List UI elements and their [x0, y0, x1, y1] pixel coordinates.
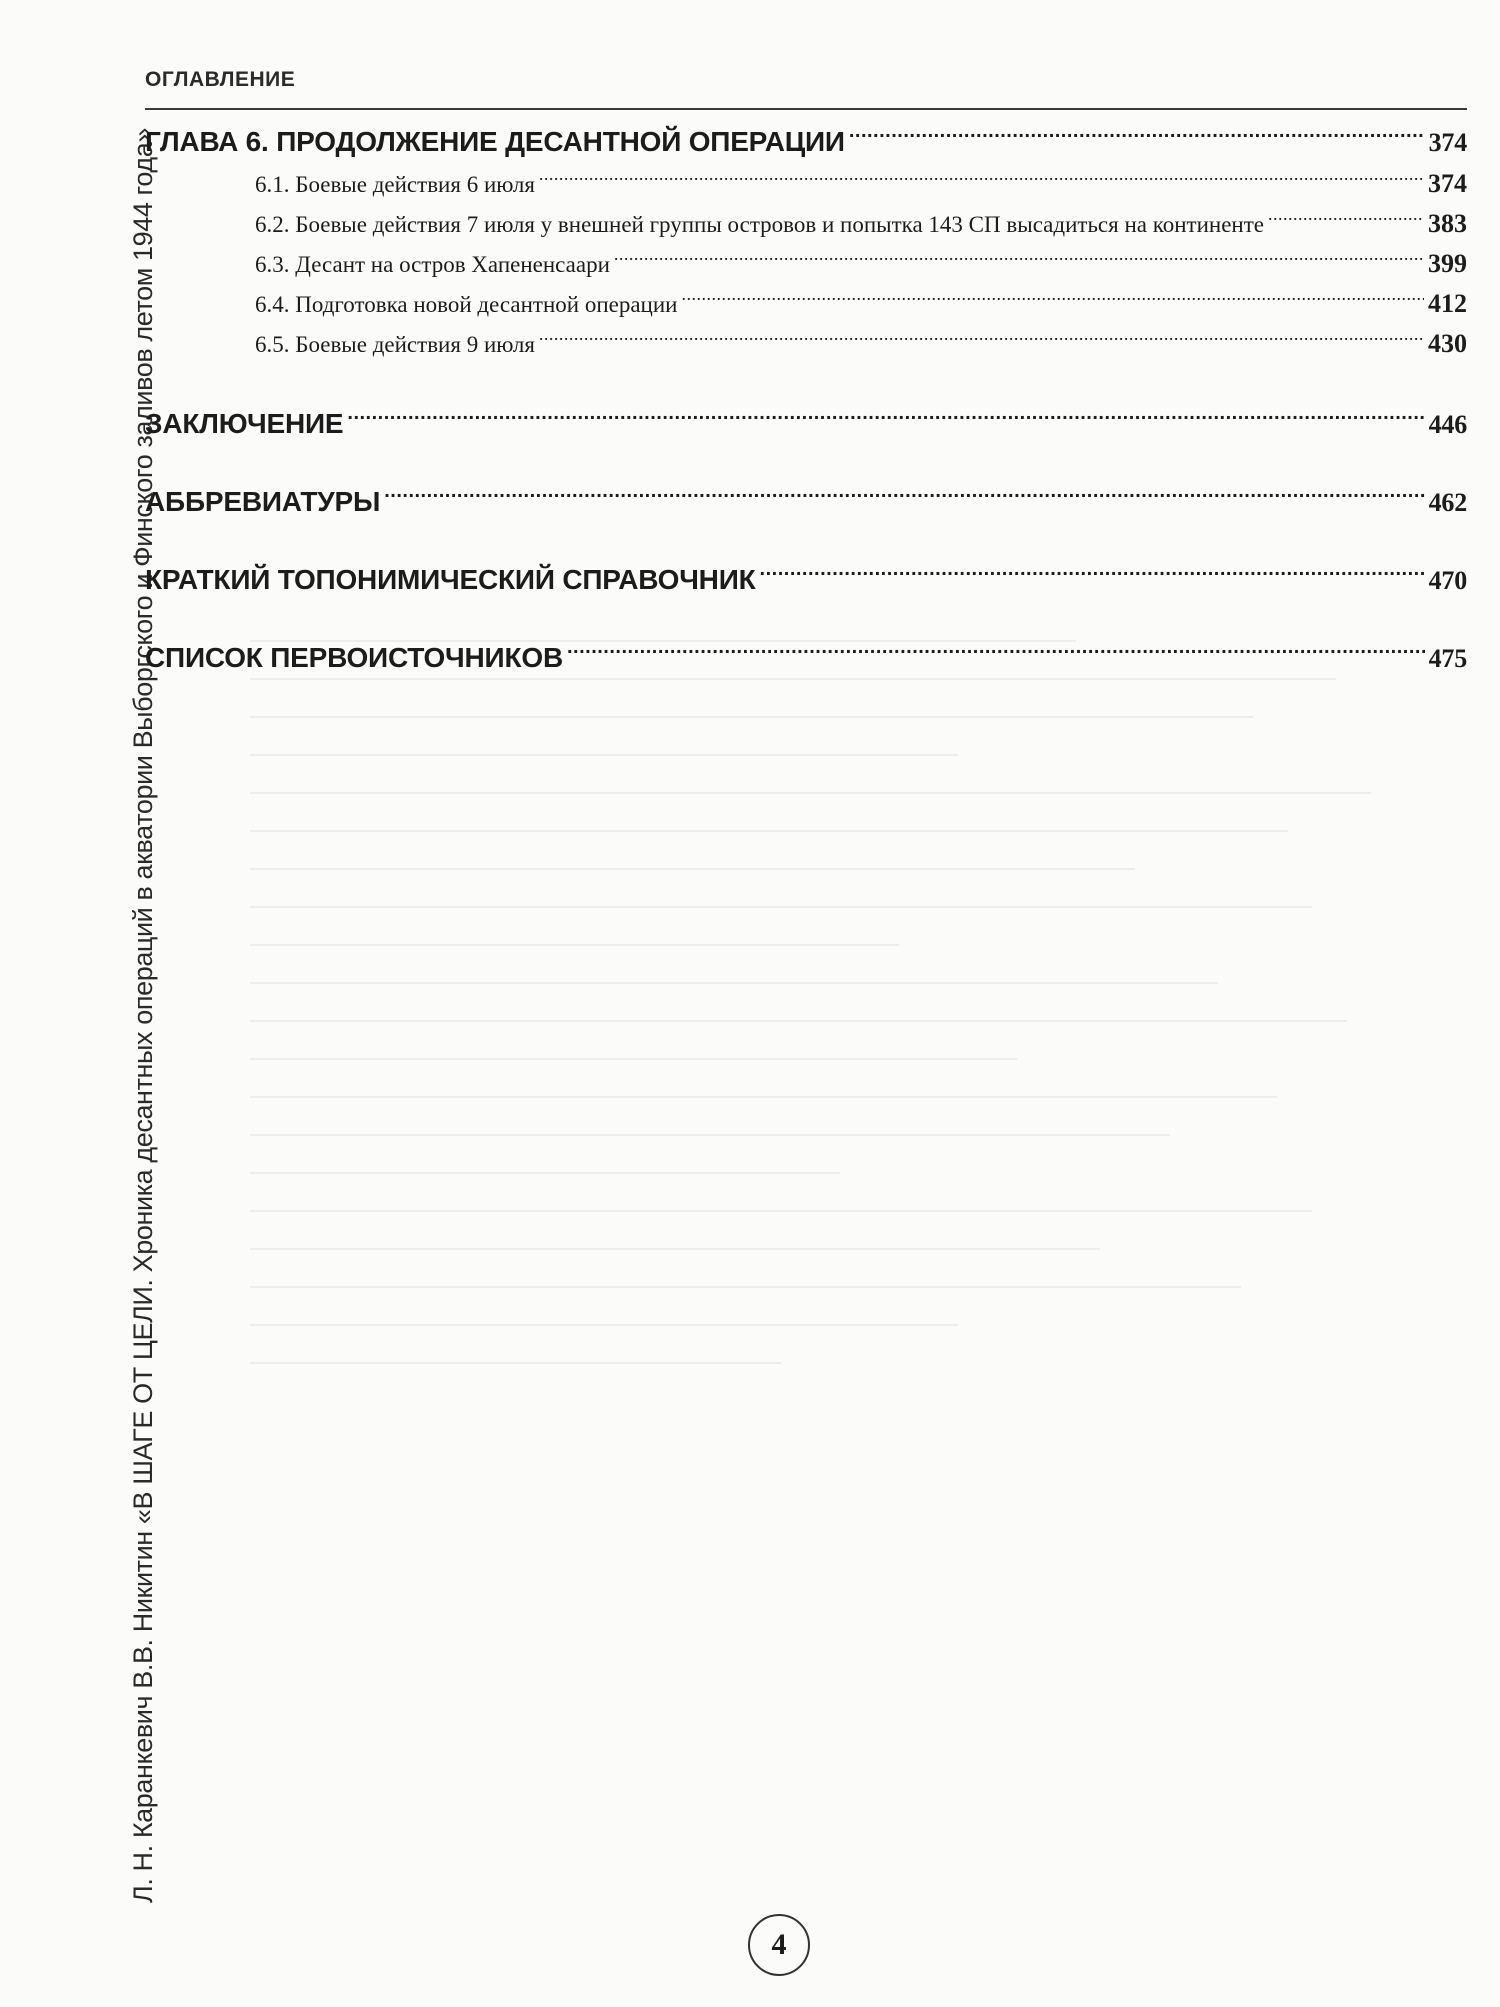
- toc-entry-conclusion[interactable]: [145, 402, 1467, 446]
- toc-entry-title: 6.1. Боевые действия 6 июля: [255, 172, 535, 197]
- toc-entry-sources[interactable]: [145, 636, 1467, 680]
- page-number: 4: [771, 1928, 787, 1961]
- toc-entry-title: КРАТКИЙ ТОПОНИМИЧЕСКИЙ СПРАВОЧНИК: [145, 564, 756, 595]
- dot-leader: [681, 289, 1424, 312]
- toc-entry-section-6-3[interactable]: [145, 244, 1467, 284]
- toc-entry-title: СПИСОК ПЕРВОИСТОЧНИКОВ: [145, 642, 563, 673]
- running-head: ОГЛАВЛЕНИЕ: [145, 68, 296, 91]
- toc-entry-toponyms[interactable]: [145, 558, 1467, 602]
- toc-entry-title: АББРЕВИАТУРЫ: [145, 486, 381, 517]
- header-rule: [145, 108, 1467, 110]
- toc-entry-page: 383: [1428, 209, 1467, 238]
- dot-leader: [539, 169, 1424, 192]
- dot-leader: [614, 249, 1424, 272]
- bleed-through-texture: [250, 640, 1430, 1890]
- toc-entry-page: 430: [1428, 329, 1467, 358]
- toc-entry-chapter-6[interactable]: [145, 120, 1467, 164]
- toc-entry-section-6-5[interactable]: [145, 324, 1467, 364]
- dot-leader: [760, 561, 1425, 589]
- toc-entry-page: 462: [1428, 488, 1467, 517]
- dot-leader: [567, 639, 1425, 667]
- toc-entry-abbreviations[interactable]: [145, 480, 1467, 524]
- toc-entry-title: 6.4. Подготовка новой десантной операции: [255, 292, 678, 317]
- toc-entry-page: 475: [1428, 644, 1467, 673]
- toc-entry-title: 6.2. Боевые действия 7 июля у внешней группы островов и попытка 143 СП высадиться на континенте: [255, 212, 1265, 237]
- spine-book-title: Л. Н. Каранкевич В.В. Никитин «В ШАГЕ ОТ ЦЕЛИ. Хроника десантных операций в акватории Выборгского и Финского заливов летом 1944 года»: [128, 127, 158, 1903]
- toc-entry-section-6-1[interactable]: [145, 164, 1467, 204]
- toc-entry-title: 6.3. Десант на остров Хапененсаари: [255, 252, 610, 277]
- toc-entry-page: 374: [1428, 128, 1467, 157]
- toc-entry-page: 399: [1428, 249, 1467, 278]
- table-of-contents: [145, 120, 1467, 680]
- dot-leader: [1268, 209, 1424, 232]
- dot-leader: [384, 483, 1424, 511]
- dot-leader: [849, 123, 1425, 151]
- toc-entry-page: 412: [1428, 289, 1467, 318]
- toc-entry-title: ЗАКЛЮЧЕНИЕ: [145, 408, 344, 439]
- toc-entry-section-6-2[interactable]: [145, 204, 1467, 244]
- dot-leader: [347, 405, 1424, 433]
- dot-leader: [539, 329, 1424, 352]
- toc-entry-title: 6.5. Боевые действия 9 июля: [255, 332, 535, 357]
- toc-entry-page: 446: [1428, 410, 1467, 439]
- toc-entry-title: ГЛАВА 6. ПРОДОЛЖЕНИЕ ДЕСАНТНОЙ ОПЕРАЦИИ: [145, 126, 845, 157]
- toc-entry-page: 470: [1428, 566, 1467, 595]
- toc-entry-page: 374: [1428, 169, 1467, 198]
- page-number-badge: [748, 1914, 810, 1976]
- toc-entry-section-6-4[interactable]: [145, 284, 1467, 324]
